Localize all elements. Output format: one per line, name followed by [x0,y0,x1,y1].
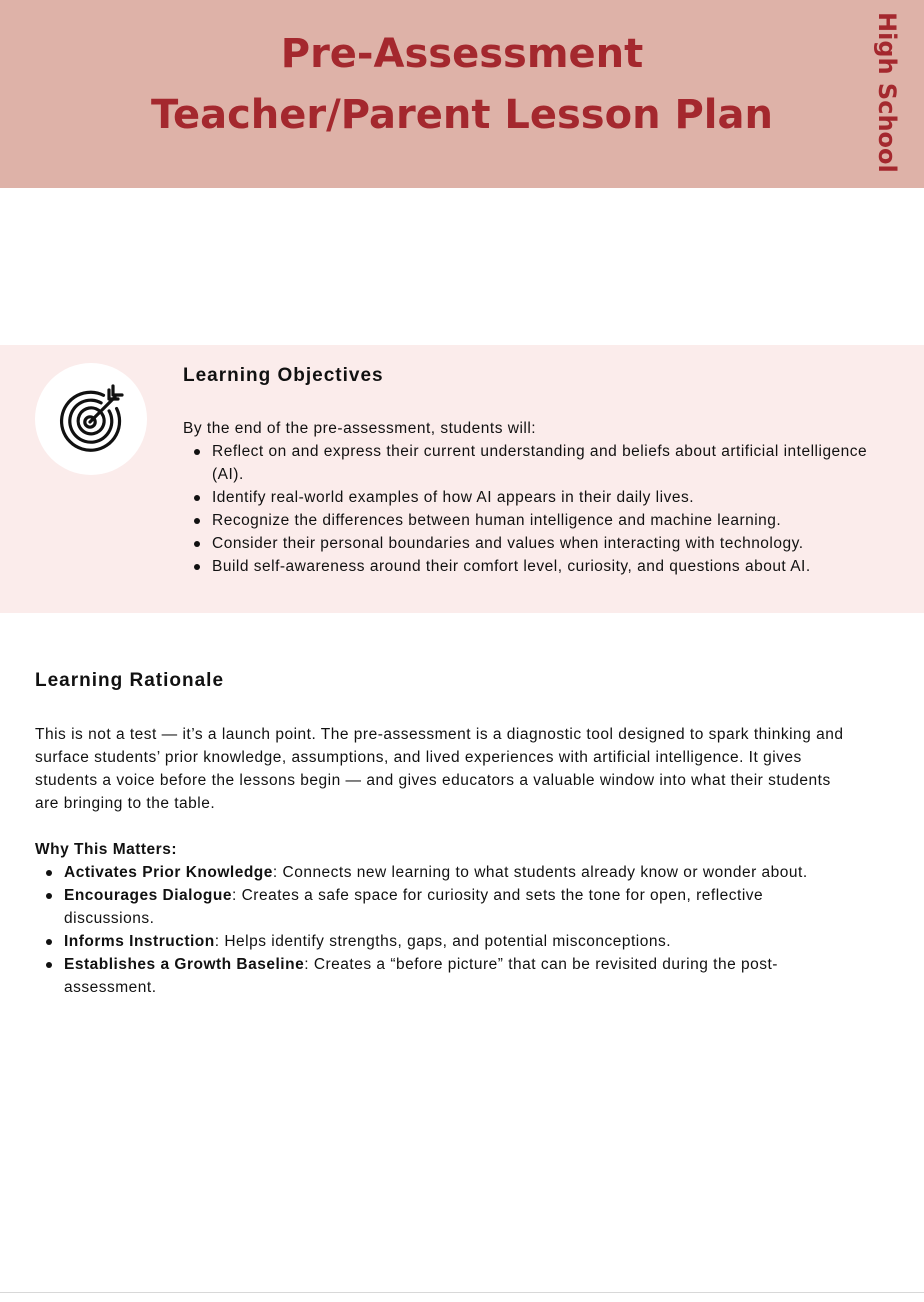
objectives-intro: By the end of the pre-assessment, students will: [183,420,537,437]
list-item-text: : Helps identify strengths, gaps, and potential misconceptions. [214,933,672,950]
list-item-term: Activates Prior Knowledge [64,864,273,881]
page-title-line-1: Pre-Assessment [280,31,644,77]
why-this-matters-list [35,861,855,999]
list-item: Recognize the differences between human intelligence and machine learning. [183,509,903,532]
list-item: Consider their personal boundaries and values when interacting with technology. [183,532,903,555]
list-item-text: : Creates a safe space for curiosity and sets the tone for open, reflective discussions. [64,887,764,927]
list-item-term: Encourages Dialogue [64,887,232,904]
learning-objectives-section [0,345,924,613]
header-banner [0,0,924,188]
list-item-term: Establishes a Growth Baseline [64,956,305,973]
page-title [0,24,924,146]
target-icon [53,381,129,457]
list-item: Identify real-world examples of how AI appears in their daily lives. [183,486,903,509]
list-item [35,861,855,884]
list-item-text: : Creates a “before picture” that can be revisited during the post-assessment. [64,956,778,996]
objectives-list [183,440,903,578]
page-title-line-2: Teacher/Parent Lesson Plan [151,92,773,138]
objectives-heading: Learning Objectives [183,365,384,386]
page-divider [0,1292,924,1293]
rationale-heading: Learning Rationale [35,670,225,691]
list-item [35,953,855,999]
why-this-matters-heading: Why This Matters: [35,841,177,858]
list-item [35,884,855,930]
rationale-paragraph: This is not a test — it’s a launch point. The pre-assessment is a diagnostic tool designed to spark thinking and surface students’ prior knowledge, assumptions, and lived experiences with artificial intelligence. It gives students a voice before the lessons begin — and gives educators a valuable window into what their students are bringing to the table. [35,726,844,812]
list-item [35,930,855,953]
learning-rationale-section [35,668,855,999]
list-item: Reflect on and express their current understanding and beliefs about artificial intelligence (AI). [183,440,903,486]
target-icon-badge [35,363,147,475]
list-item-text: : Connects new learning to what students already know or wonder about. [272,864,808,881]
list-item: Build self-awareness around their comfort level, curiosity, and questions about AI. [183,555,903,578]
grade-level-label: High School [873,12,901,173]
objectives-content [183,363,903,578]
list-item-term: Informs Instruction [64,933,215,950]
